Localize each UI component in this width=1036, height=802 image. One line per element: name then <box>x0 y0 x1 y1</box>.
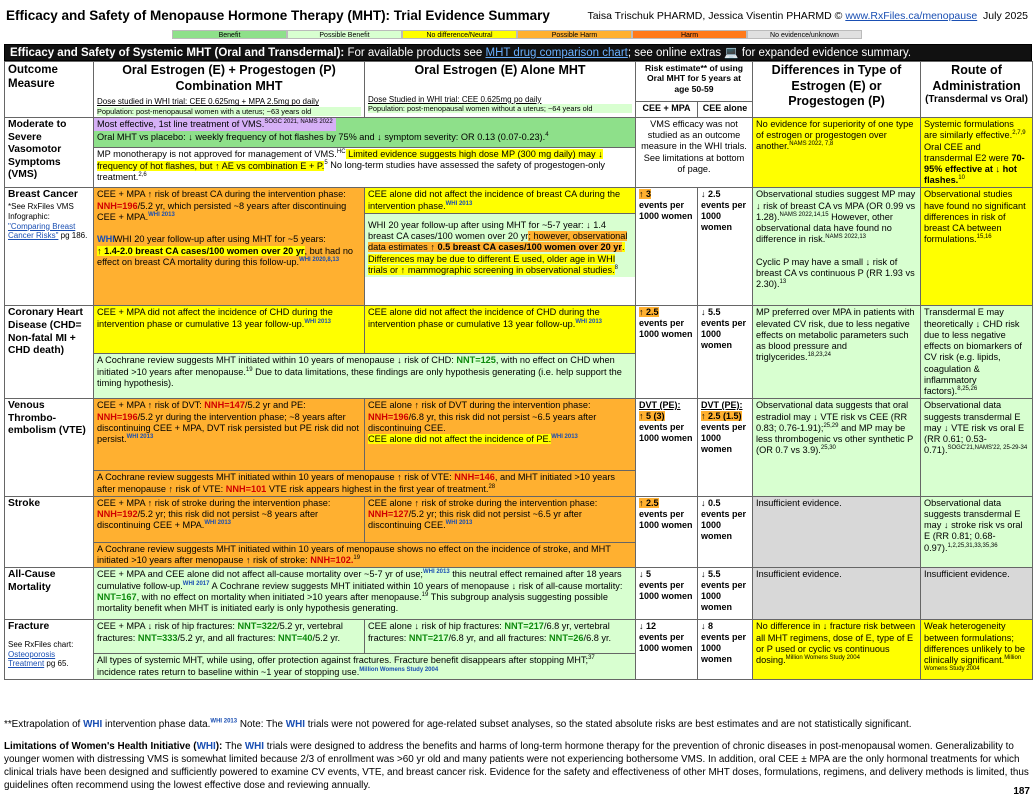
vms-risk-cell: VMS efficacy was not studied as an outcome measure in the WHI trials. See limitations at bottom of page. <box>636 118 753 188</box>
bca-risk-ep: ↑ 3 events per 1000 women <box>636 188 698 306</box>
stroke-risk-ep: ↑ 2.5 events per 1000 women <box>636 496 698 568</box>
page-title: Efficacy and Safety of Menopause Hormone Therapy (MHT): Trial Evidence Summary <box>6 8 550 23</box>
fracture-ep-cell: CEE + MPA ↓ risk of hip fractures: NNT=322/5.2 yr, vertebral fractures: NNT=333/5.2 yr, and all fractures: NNT=40/5.2 yr. <box>94 620 365 654</box>
footnote: **Extrapolation of WHI intervention phase data.$^{WHI 2013}$ Note: The WHI trials were not powered for age-related subset analyses, so the stated absolute risks are best estimates and are not statistically significant. <box>4 718 912 730</box>
outcome-header: Outcome Measure <box>5 62 94 118</box>
chd-cochrane-cell: A Cochrane review suggests MHT initiated within 10 years of menopause ↓ risk of CHD: NNT=125, with no effect on CHD when initiated >10 years after menopause.$^{19}$ Due to data limitations, these findings are only hypothesis generating (i.e. help support the timing hypothesis). <box>94 354 636 399</box>
bca-route-cell: Observational studies have found no significant differences in risk of breast CA between formulations.$^{15,16}$ <box>921 188 1033 306</box>
vms-benefit-cell: Most effective, 1st line treatment of VMS.$^{SOGC 2021, NAMS 2022}$ Oral MHT vs placebo: ↓ weekly frequency of hot flashes by 75% and ↓ symptom severity: OR 0.13 (0.07-0.23).$^4$ <box>94 118 636 148</box>
chd-risk-ep: ↑ 2.5 events per 1000 women <box>636 306 698 399</box>
table-row-stroke <box>5 496 1033 542</box>
risk-ep-header: CEE + MPA <box>636 101 698 117</box>
website-link[interactable]: www.RxFiles.ca/menopause <box>845 10 978 22</box>
fracture-risk-e: ↓ 8 events per 1000 women <box>698 620 753 680</box>
osteoporosis-link[interactable]: Osteoporosis Treatment <box>8 649 56 669</box>
vte-diff-cell: Observational data suggests that oral estradiol may ↓ VTE risk vs CEE (RR 0.83; 0.76-1.91);$^{25,29}$ and MP may be less thrombogenic vs other synthetic P (OR 0.7 vs 3.9).$^{25,30}$ <box>753 399 921 497</box>
vte-risk-ep: DVT (PE): ↑ 5 (3) events per 1000 women <box>636 399 698 497</box>
chd-e-cell: CEE alone did not affect the incidence of CHD during the intervention phase or cumulative 13 year follow-up.$^{WHI 2013}$ <box>365 306 636 354</box>
mortality-risk-ep: ↓ 5 events per 1000 women <box>636 568 698 620</box>
risk-header: Risk estimate** of using Oral MHT for 5 years at age 50-59 <box>636 62 753 102</box>
vms-mp-cell: MP monotherapy is not approved for management of VMS.$^{HC}$ Limited evidence suggests high dose MP (300 mg daily) may ↓ frequency of hot flashes, but ↑ AE vs combination E + P.$^5$ No long-term studies have assessed the safety of progestogen-only treatment.$^{2,6}$ <box>94 148 636 188</box>
stroke-cochrane-cell: A Cochrane review suggests MHT initiated within 10 years of menopause shows no effect on the incidence of stroke, and MHT initiated >10 years after menopause ↑ risk of stroke: NNH=102.19 <box>94 542 636 568</box>
vms-diff-cell: No evidence for superiority of one type of estrogen or progestogen over another.$^{NAMS 2022, 7,8}$ <box>753 118 921 188</box>
computer-icon: 💻 <box>724 47 739 59</box>
legend-possible-benefit: Possible Benefit <box>287 30 402 39</box>
stroke-risk-e: ↓ 0.5 events per 1000 women <box>698 496 753 568</box>
vte-risk-e: DVT (PE): ↑ 2.5 (1.5) events per 1000 women <box>698 399 753 497</box>
diff-header: Differences in Type of Estrogen (E) or Progestogen (P) <box>753 62 921 118</box>
legend-possible-harm: Possible Harm <box>517 30 632 39</box>
fracture-route-cell: Weak heterogeneity between formulations; differences unlikely to be clinically significant.$^{Million Womens Study 2004}$ <box>921 620 1033 680</box>
authors: Taisa Trischuk PHARMD, Jessica Visentin PHARMD © www.RxFiles.ca/menopause July 2025 <box>587 10 1028 22</box>
ep-header: Oral Estrogen (E) + Progestogen (P) Combination MHT Dose studied in WHI trial: CEE 0.625mg + MPA 2.5mg po daily Population: post-menopausal women with a uterus; ~63 years old <box>94 62 365 118</box>
legend-harm: Harm <box>632 30 747 39</box>
chd-risk-e: ↓ 5.5 events per 1000 women <box>698 306 753 399</box>
vms-route-cell: Systemic formulations are similarly effective.$^{2,7,9}$ Oral CEE and transdermal E2 were 70-95% effective at ↓ hot flashes.$^{10}$ <box>921 118 1033 188</box>
bca-diff-cell: Observational studies suggest MP may ↓ risk of breast CA vs MPA (OR 0.99 vs 1.28).$^{NAMS 2022,14,15}$ However, other observational data have found no difference in risk.$^{NAMS 2022,13}$ Cyclic P may have a small ↓ risk of breast CA vs continuous P (RR 1.93 vs 2.30).$^{13}$ <box>753 188 921 306</box>
stroke-e-cell: CEE alone ↑ risk of stroke during the intervention phase: NNH=127/5.2 yr; this risk did not persist ~6.5 yr after discontinuing CEE.$^{WHI 2013}$ <box>365 496 636 542</box>
breast-cancer-risk-link[interactable]: "Comparing Breast Cancer Risks" <box>8 221 76 241</box>
section-header: Efficacy and Safety of Systemic MHT (Oral and Transdermal): For available products see MHT drug comparison chart; see online extras 💻 for expanded evidence summary. <box>4 44 1032 61</box>
vte-ep-cell: CEE + MPA ↑ risk of DVT: NNH=147/5.2 yr and PE: NNH=196/5.2 yr during the intervention phase; ~8 years after discontinuing CEE + MPA, DVT risk persisted but PE risk did not persist.$^{WHI 2013}$ <box>94 399 365 471</box>
bca-e-cell: CEE alone did not affect the incidence of breast CA during the intervention phase.$^{WHI 2013}$ WHI 20 year follow-up after using MHT for ~5-7 year: ↓ 1.4 breast CA cases/100 women over 20 yr; however, observational data estimates ↑ 0.5 breast CA cases/100 women over 20 yr. Differences may be due to different E used, older age in WHI trials or ↑ mammographic screening in observational studies.$^8$ <box>365 188 636 306</box>
risk-e-header: CEE alone <box>698 101 753 117</box>
date: July 2025 <box>983 10 1028 22</box>
legend-neutral: No difference/Neutral <box>402 30 517 39</box>
table-row-chd <box>5 306 1033 354</box>
header <box>4 4 1032 26</box>
table-row-breast-cancer <box>5 188 1033 306</box>
fracture-diff-cell: No difference in ↓ fracture risk between all MHT regimens, dose of E, type of E or P used or cyclic vs continuous dosing.$^{Million Womens Study 2004}$ <box>753 620 921 680</box>
outcome-chd: Coronary Heart Disease (CHD= Non-fatal MI + CHD death) <box>5 306 94 399</box>
fracture-all-cell: All types of systemic MHT, while using, offer protection against fractures. Fracture benefit disappears after stopping MHT;$^{37}$ incidence rates return to baseline within ~1 year of stopping use.$^{Million Womens Study 2004}$ <box>94 654 636 680</box>
table-row-vte <box>5 399 1033 471</box>
table-row-mortality <box>5 568 1033 620</box>
chd-route-cell: Transdermal E may theoretically ↓ CHD risk due to less negative effects on biomarkers of CV risk (e.g. lipids, coagulation & inflammatory factors).$^{8,25,26}$ <box>921 306 1033 399</box>
evidence-table <box>4 61 1033 680</box>
bca-ep-cell: CEE + MPA ↑ risk of breast CA during the intervention phase: NNH=196/5.2 yr, which persisted ~8 years after discontinuing CEE + MPA.$^{WHI 2013}$ WHIWHI 20 year follow-up after using MHT for ~5 years: ↑ 1.4-2.0 breast CA cases/100 women over 20 yr, but had no effect on breast CA mortality during this follow-up.$^{WHI 2020,8,13}$ <box>94 188 365 306</box>
fracture-risk-ep: ↓ 12 events per 1000 women <box>636 620 698 680</box>
chd-ep-cell: CEE + MPA did not affect the incidence of CHD during the intervention phase or cumulative 13 year follow-up.$^{WHI 2013}$ <box>94 306 365 354</box>
color-legend <box>172 30 862 39</box>
outcome-vms: Moderate to Severe Vasomotor Symptoms (VMS) <box>5 118 94 188</box>
outcome-stroke: Stroke <box>5 496 94 568</box>
legend-unknown: No evidence/unknown <box>747 30 862 39</box>
page-number: 187 <box>1013 785 1030 797</box>
mortality-diff-cell: Insufficient evidence. <box>753 568 921 620</box>
drug-comparison-link[interactable]: MHT drug comparison chart <box>485 47 628 59</box>
mortality-cell: CEE + MPA and CEE alone did not affect all-cause mortality over ~5-7 yr of use;$^{WHI 2013}$ this neutral effect remained after 18 years cumulative follow-up.$^{WHI 2017}$ A Cochrane review suggests MHT initiated within 10 years of menopause ↓ risk of all-cause mortality: NNT=167, with no effect on mortality when initiated >10 years after menopause.$^{19}$ This subgroup analysis suggesting possible mortality benefit when MHT is initiated early is only hypothesis generating. <box>94 568 636 620</box>
table-header-row <box>5 62 1033 102</box>
chd-diff-cell: MP preferred over MPA in patients with elevated CV risk, due to less negative effects on metabolic parameters such as blood pressure and triglycerides.$^{18,23,24}$ <box>753 306 921 399</box>
limitations: Limitations of Women's Health Initiative (WHI): The WHI trials were designed to address the benefits and harms of long-term hormone therapy for the prevention of chronic diseases in post-menopausal women. Generalizability to younger women with distressing VMS is somewhat limited because 2/3 of enrollment was >60 yr old and many patients were not experiencing bothersome VMS. In addition, oral CEE ± MPA are the only hormonal treatments for which clinical trials have been designed and sufficiently powered to examine CV events, VTE, and breast cancer risk. Evidence for the safety and effectiveness of other MHT doses, formulations, regimens, and delivery methods is limited, thus guidelines often recommend using the lowest effective dose and reviewing annually. <box>4 741 1029 792</box>
route-header: Route of Administration (Transdermal vs Oral) <box>921 62 1033 118</box>
table-row-fracture <box>5 620 1033 654</box>
outcome-vte: Venous Thrombo-embolism (VTE) <box>5 399 94 497</box>
mortality-risk-e: ↓ 5.5 events per 1000 women <box>698 568 753 620</box>
table-row-vms <box>5 118 1033 148</box>
legend-benefit: Benefit <box>172 30 287 39</box>
stroke-route-cell: Observational data suggests transdermal E may ↓ stroke risk vs oral E (RR 0.81; 0.68-0.97).$^{1,2,25,31,33,35,36}$ <box>921 496 1033 568</box>
outcome-breast-cancer: Breast Cancer *See RxFiles VMS Infographic: "Comparing Breast Cancer Risks" pg 186. <box>5 188 94 306</box>
e-header: Oral Estrogen (E) Alone MHT Dose Studied in WHI trial: CEE 0.625mg po daily Population: post-menopausal women without a uterus; ~64 years old <box>365 62 636 118</box>
mortality-route-cell: Insufficient evidence. <box>921 568 1033 620</box>
stroke-diff-cell: Insufficient evidence. <box>753 496 921 568</box>
bca-risk-e: ↓ 2.5 events per 1000 women <box>698 188 753 306</box>
vte-e-cell: CEE alone ↑ risk of DVT during the intervention phase: NNH=196/6.8 yr, this risk did not persist ~6.5 years after discontinuing CEE. CEE alone did not affect the incidence of PE.$^{WHI 2013}$ <box>365 399 636 471</box>
outcome-fracture: Fracture See RxFiles chart: Osteoporosis Treatment pg 65. <box>5 620 94 680</box>
vte-route-cell: Observational data suggests transdermal E may ↓ VTE risk vs oral E (RR 0.61; 0.53-0.71).$^{SOGC'21,NAMS'22, 25-29-34}$ <box>921 399 1033 497</box>
vte-cochrane-cell: A Cochrane review suggests MHT initiated within 10 years of menopause ↑ risk of VTE: NNH=146, and MHT initiated >10 years after menopause ↑ risk of VTE: NNH=101 VTE risk appears highest in the first year of treatment.$^{28}$ <box>94 471 636 497</box>
fracture-e-cell: CEE alone ↓ risk of hip fractures: NNT=217/6.8 yr, vertebral fractures: NNT=217/6.8 yr, and all fractures: NNT=26/6.8 yr. <box>365 620 636 654</box>
outcome-mortality: All-Cause Mortality <box>5 568 94 620</box>
stroke-ep-cell: CEE + MPA ↑ risk of stroke during the intervention phase: NNH=192/5.2 yr; this risk did not persist ~8 years after discontinuing CEE + MPA.$^{WHI 2013}$ <box>94 496 365 542</box>
